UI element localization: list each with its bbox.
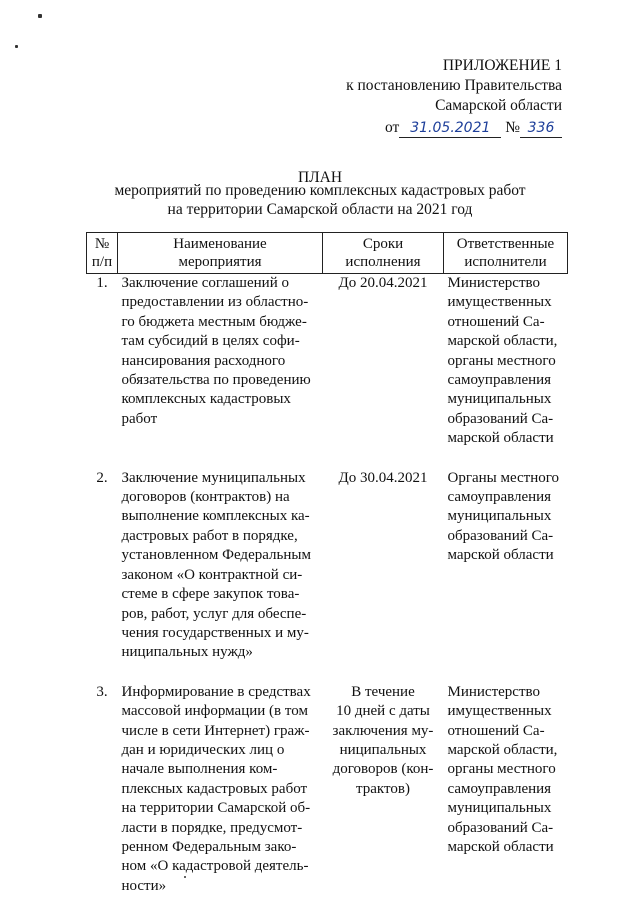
cell-text-line: ров, работ, услуг для обеспе-: [121, 605, 307, 622]
cell-text-line: образований Са-: [447, 819, 554, 836]
cell-text-line: самоуправления: [447, 372, 552, 389]
row-responsible: [444, 469, 568, 663]
plan-table: [86, 232, 568, 896]
table-row: [87, 274, 568, 449]
scan-mark: [38, 14, 42, 18]
row-term: [323, 683, 444, 896]
cell-text-line: 10 дней с даты: [336, 703, 430, 720]
cell-text-line: образований Са-: [447, 527, 554, 544]
cell-text-line: марской области: [447, 430, 554, 447]
cell-text-line: муниципальных: [447, 391, 552, 408]
cell-text-line: массовой информации (в том: [121, 703, 308, 720]
cell-text-line: Информирование в средствах: [121, 683, 311, 700]
table-row: [87, 683, 568, 896]
cell-text-line: марской области: [447, 547, 554, 564]
appendix-line: Самарской области: [435, 97, 562, 114]
handwritten-number: 336: [520, 119, 562, 138]
row-number: 1.: [96, 275, 108, 291]
cell-text-line: го бюджета местным бюдже-: [121, 313, 307, 330]
row-spacer: [87, 449, 568, 469]
cell-text-line: договоров (контрактов) на: [121, 489, 290, 506]
table-header-row: [87, 233, 568, 274]
cell-text-line: самоуправления: [447, 780, 552, 797]
cell-text-line: Министерство: [447, 683, 540, 700]
cell-text-line: органы местного: [447, 761, 556, 778]
cell-text-line: стеме в сфере закупок това-: [121, 586, 300, 603]
cell-text-line: предоставлении из областно-: [121, 294, 309, 311]
cell-text-line: там субсидий в целях софи-: [121, 333, 300, 350]
cell-text-line: муниципальных: [447, 508, 552, 525]
cell-text-line: До 20.04.2021: [338, 275, 428, 291]
date-prefix: от: [385, 119, 400, 136]
cell-text-line: муниципальных: [447, 800, 552, 817]
cell-text-line: плексных кадастровых работ: [121, 780, 308, 797]
cell-text-line: образований Са-: [447, 410, 554, 427]
cell-text-line: договоров (кон-: [332, 761, 434, 778]
cell-text-line: ласти в порядке, предусмот-: [121, 819, 303, 836]
cell-text-line: До 30.04.2021: [338, 469, 428, 486]
handwritten-date: 31.05.2021: [399, 119, 501, 138]
appendix-title: ПРИЛОЖЕНИЕ 1: [442, 57, 562, 74]
cell-text-line: марской области,: [447, 741, 558, 758]
row-term: [323, 274, 444, 449]
cell-text-line: обязательства по проведению: [121, 372, 311, 389]
appendix-line: к постановлению Правительства: [346, 77, 562, 94]
header-responsible: Ответственные исполнители: [444, 233, 568, 274]
cell-text-line: ности»: [121, 877, 167, 894]
cell-text-line: на территории Самарской об-: [121, 800, 311, 817]
cell-text-line: работ: [121, 410, 158, 427]
row-term: [323, 469, 444, 663]
cell-text-line: дан и юридических лиц о: [121, 741, 285, 758]
row-name: [118, 274, 323, 449]
cell-text-line: начале выполнения ком-: [121, 761, 278, 778]
scan-mark: [184, 876, 186, 878]
cell-text-line: ренном Федеральным зако-: [121, 838, 297, 855]
cell-text-line: ниципальных: [339, 741, 427, 758]
header-number: № п/п: [87, 233, 118, 274]
cell-text-line: Заключение муниципальных: [121, 469, 306, 486]
cell-text-line: имущественных: [447, 294, 552, 311]
cell-text-line: чения государственных и му-: [121, 624, 309, 641]
cell-text-line: имущественных: [447, 703, 552, 720]
row-name: [118, 683, 323, 896]
cell-text-line: дастровых работ в порядке,: [121, 527, 298, 544]
cell-text-line: органы местного: [447, 352, 556, 369]
header-term: Сроки исполнения: [323, 233, 444, 274]
cell-text-line: заключения му-: [332, 722, 434, 739]
cell-text-line: Министерство: [447, 275, 540, 291]
row-responsible: [444, 274, 568, 449]
cell-text-line: Органы местного: [447, 469, 560, 486]
appendix-block: [300, 56, 562, 138]
cell-text-line: отношений Са-: [447, 313, 545, 330]
cell-text-line: ниципальных нужд»: [121, 644, 253, 661]
row-number: 3.: [96, 683, 108, 700]
cell-text-line: законом «О контрактной си-: [121, 566, 303, 583]
cell-text-line: комплексных кадастровых: [121, 391, 291, 408]
cell-text-line: ном «О кадастровой деятель-: [121, 858, 309, 875]
scan-mark: [15, 45, 18, 48]
row-spacer: [87, 663, 568, 683]
row-responsible: [444, 683, 568, 896]
cell-text-line: трактов): [356, 780, 410, 797]
cell-text-line: марской области: [447, 838, 554, 855]
number-label: №: [505, 119, 520, 136]
plan-subtitle-line2: на территории Самарской области на 2021 год: [167, 201, 473, 218]
header-name: Наименование мероприятия: [118, 233, 323, 274]
cell-text-line: нансирования расходного: [121, 352, 286, 369]
table-row: [87, 469, 568, 663]
cell-text-line: Заключение соглашений о: [121, 275, 289, 291]
cell-text-line: самоуправления: [447, 489, 552, 506]
cell-text-line: числе в сети Интернет) граж-: [121, 722, 310, 739]
row-number: 2.: [96, 469, 108, 486]
cell-text-line: установленном Федеральным: [121, 547, 311, 564]
plan-subtitle-line1: мероприятий по проведению комплексных кадастровых работ: [114, 182, 526, 199]
cell-text-line: отношений Са-: [447, 722, 545, 739]
cell-text-line: марской области,: [447, 333, 558, 350]
row-name: [118, 469, 323, 663]
plan-heading: ПЛАН: [297, 169, 343, 186]
cell-text-line: В течение: [351, 683, 415, 700]
cell-text-line: выполнение комплексных ка-: [121, 508, 310, 525]
appendix-date-line: [300, 118, 562, 138]
